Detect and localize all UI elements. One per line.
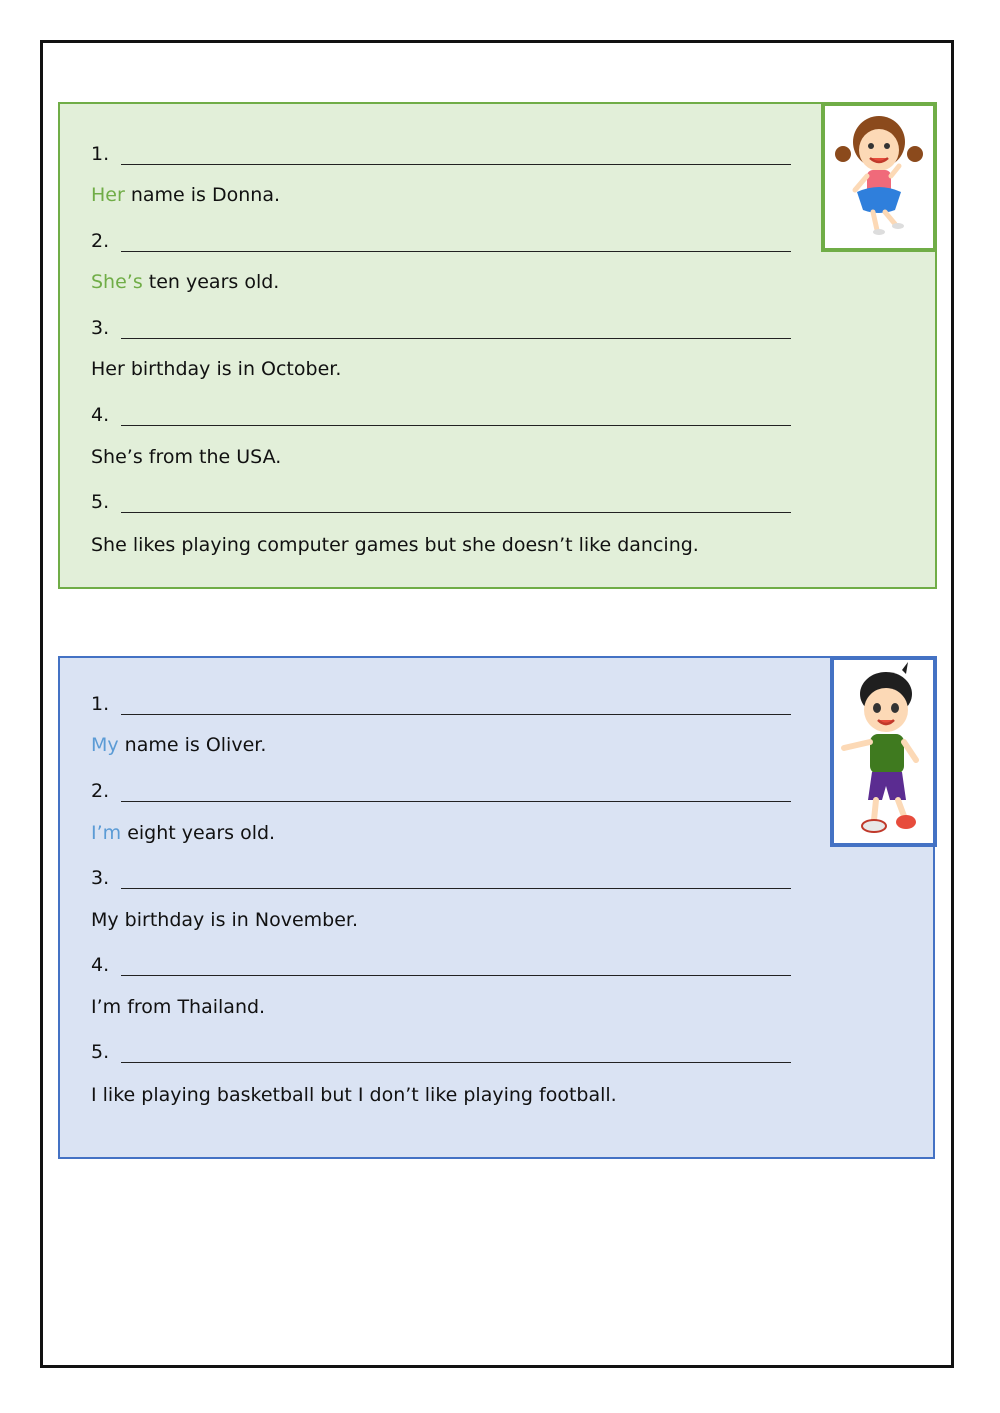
answer-text: Her birthday is in October. [91,358,342,380]
question-row-3 [91,866,791,889]
question-number: 2. [91,780,110,802]
answer-input-5[interactable] [121,1040,791,1063]
answer-row-4 [91,446,281,468]
answer-row-5 [91,534,699,556]
answer-text: eight years old. [121,822,276,844]
answer-text: She’s from the USA. [91,446,282,468]
question-number: 4. [91,954,110,976]
answer-row-2 [91,271,279,293]
question-row-5 [91,1040,791,1063]
question-row-1 [91,692,791,715]
answer-row-2 [91,822,275,844]
question-row-1 [91,142,791,165]
answer-highlight: I’m [91,822,122,844]
girl-cartoon-icon [825,106,933,248]
question-row-4 [91,403,791,426]
answer-input-5[interactable] [121,490,791,513]
question-number: 4. [91,404,110,426]
answer-row-1 [91,184,280,206]
answer-input-2[interactable] [121,229,791,252]
answer-highlight: Her [91,184,125,206]
answer-row-4 [91,996,265,1018]
answer-row-3 [91,358,341,380]
answer-input-3[interactable] [121,316,791,339]
question-row-2 [91,779,791,802]
answer-input-3[interactable] [121,866,791,889]
question-number: 5. [91,1041,110,1063]
donna-card [58,102,937,589]
answer-text: name is Oliver. [118,734,267,756]
answer-text: I like playing basketball but I don’t like playing football. [91,1084,617,1106]
question-row-4 [91,953,791,976]
answer-input-1[interactable] [121,692,791,715]
question-row-5 [91,490,791,513]
answer-row-3 [91,909,358,931]
answer-text: My birthday is in November. [91,909,359,931]
question-row-2 [91,229,791,252]
answer-text: I’m from Thailand. [91,996,266,1018]
question-number: 1. [91,693,110,715]
question-number: 5. [91,491,110,513]
question-number: 3. [91,317,110,339]
oliver-card [58,656,935,1159]
answer-input-1[interactable] [121,142,791,165]
answer-text: She likes playing computer games but she doesn’t like dancing. [91,534,699,556]
answer-row-1 [91,734,266,756]
answer-input-2[interactable] [121,779,791,802]
oliver-picture-frame [830,656,937,847]
answer-row-5 [91,1084,617,1106]
answer-input-4[interactable] [121,953,791,976]
answer-text: name is Donna. [124,184,280,206]
donna-picture-frame [821,102,937,252]
question-row-3 [91,316,791,339]
question-number: 2. [91,230,110,252]
answer-input-4[interactable] [121,403,791,426]
boy-cartoon-icon [834,660,933,843]
question-number: 1. [91,143,110,165]
question-number: 3. [91,867,110,889]
answer-text: ten years old. [142,271,280,293]
answer-highlight: She’s [91,271,143,293]
answer-highlight: My [91,734,119,756]
